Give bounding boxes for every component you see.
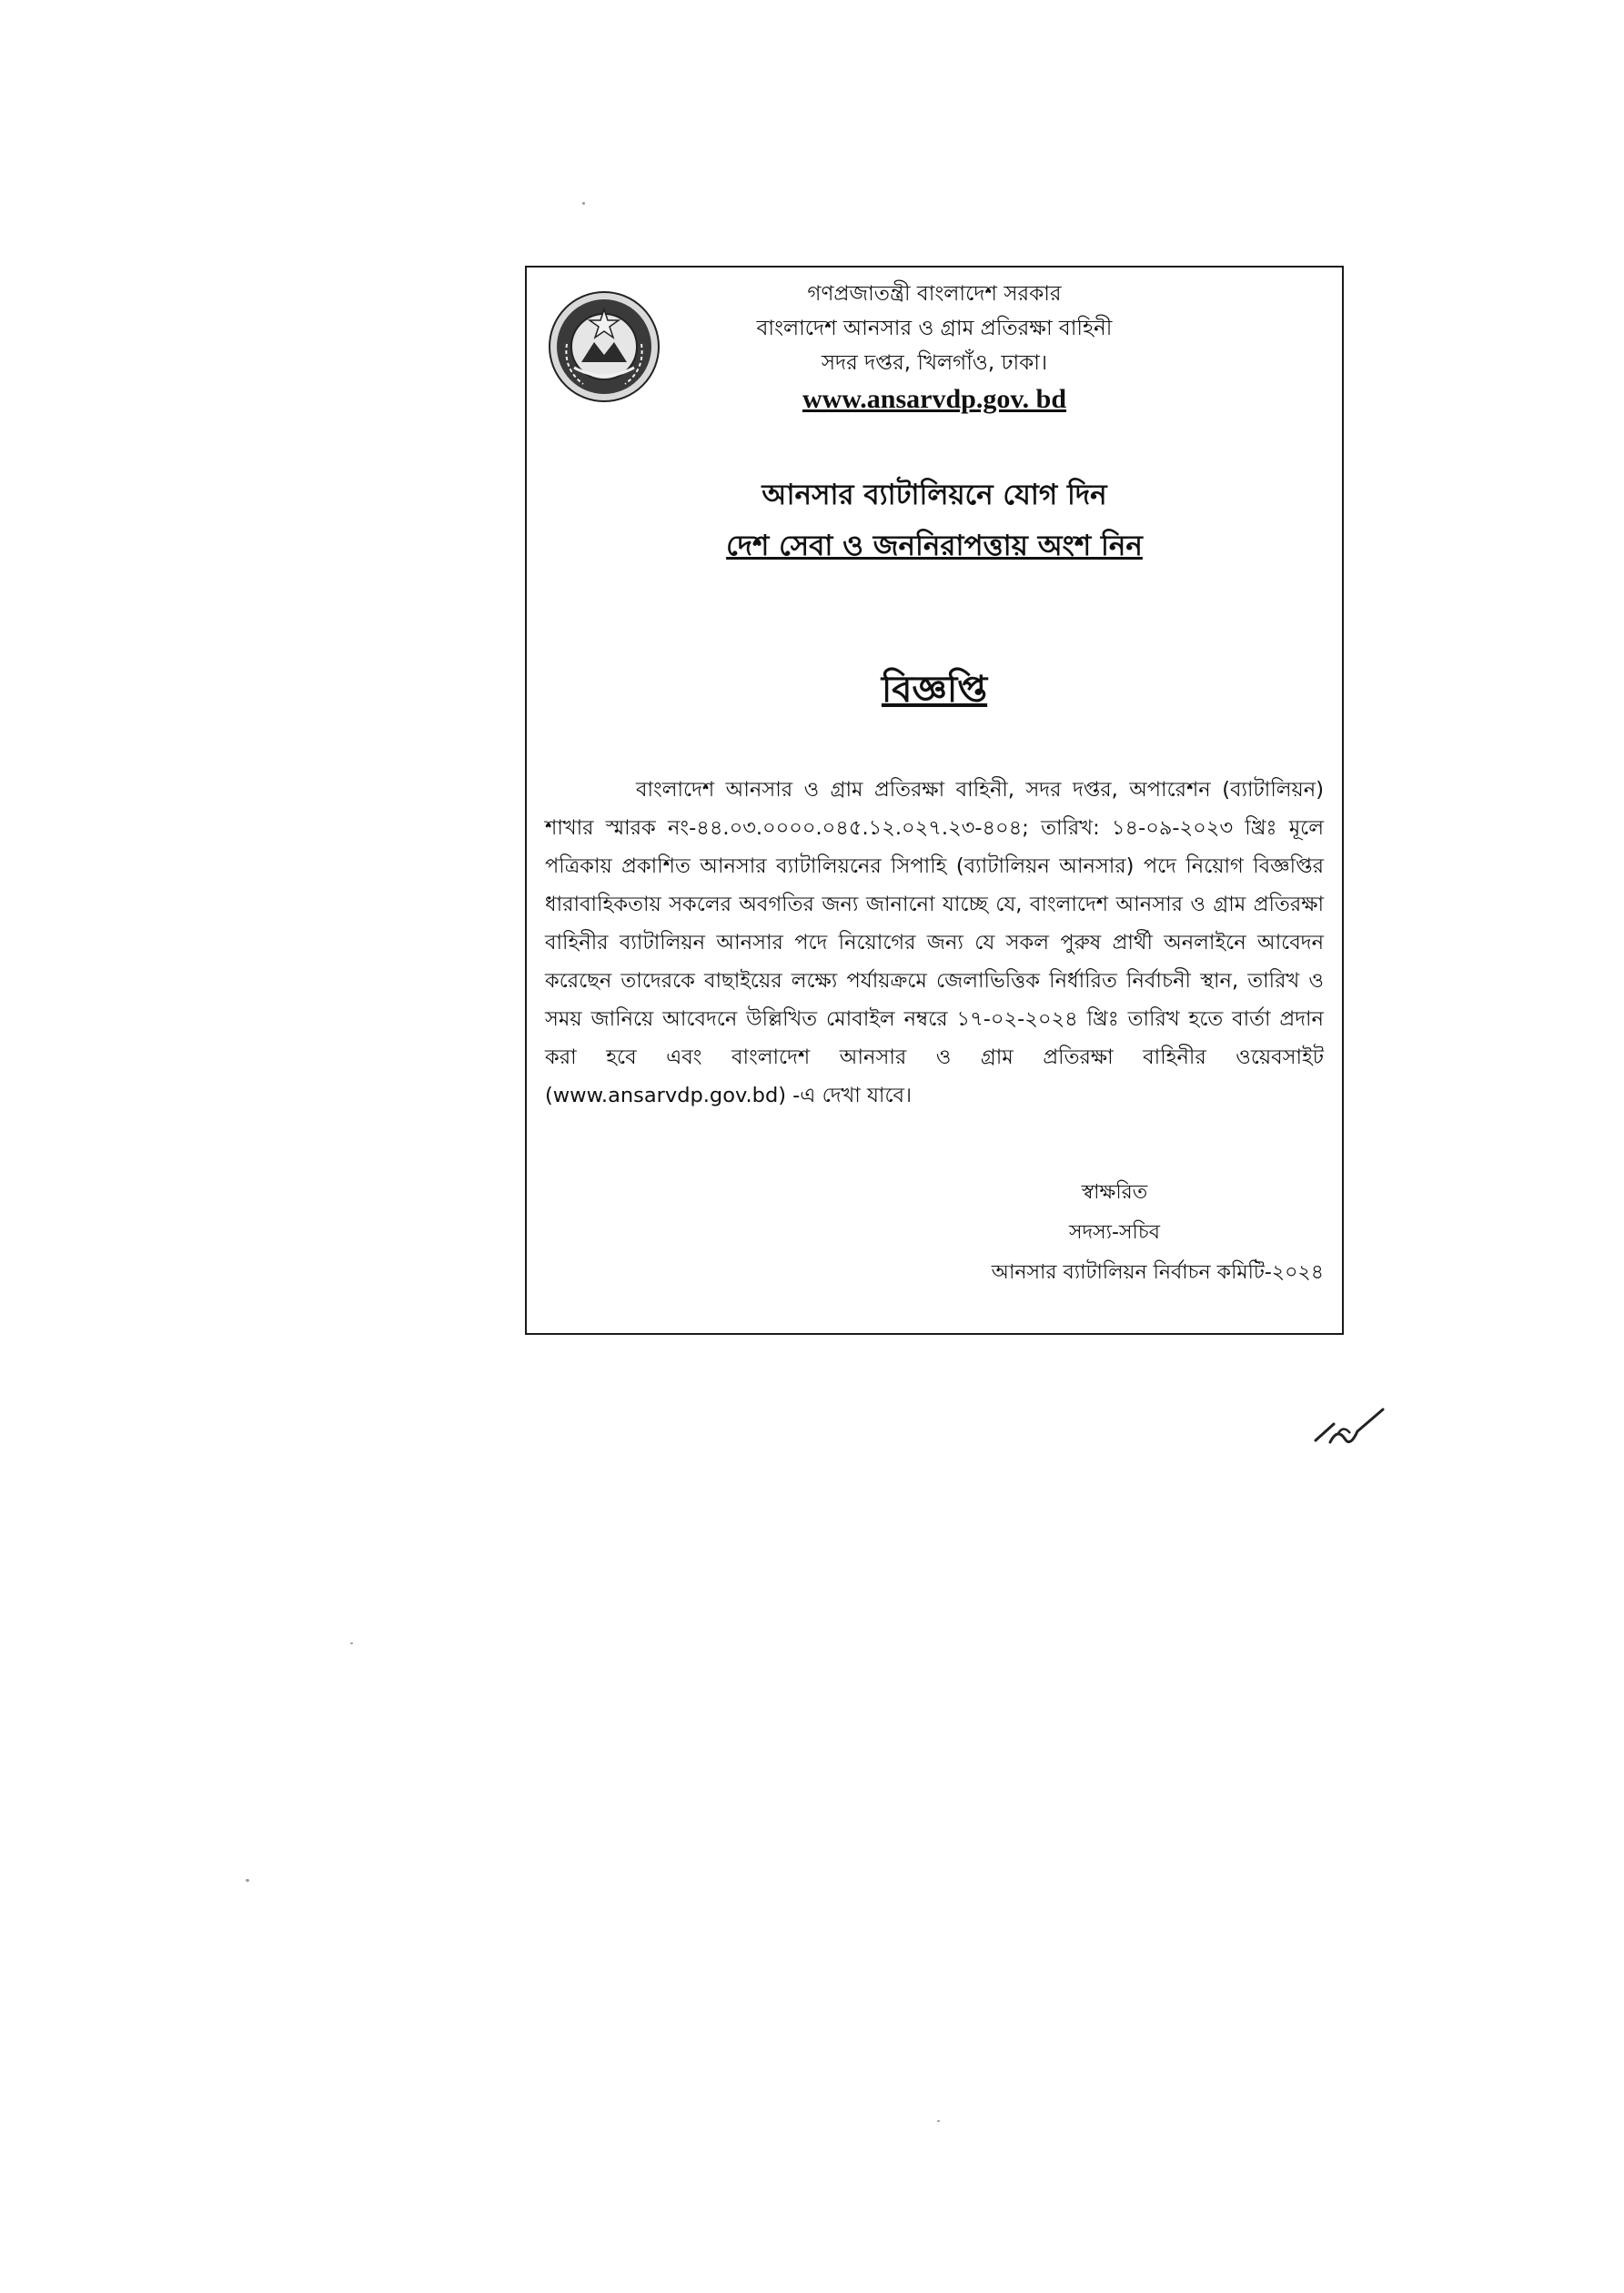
government-name: গণপ্রজাতন্ত্রী বাংলাদেশ সরকার bbox=[807, 282, 1062, 306]
slogan-line-2: দেশ সেবা ও জননিরাপত্তায় অংশ নিন bbox=[726, 530, 1143, 562]
scan-speck bbox=[246, 1879, 249, 1882]
handwritten-initial-mark bbox=[1310, 1397, 1387, 1460]
website-link[interactable]: www.ansarvdp.gov. bd bbox=[802, 384, 1067, 414]
office-header bbox=[527, 277, 1342, 415]
signatory-designation: সদস্য-সচিব bbox=[1069, 1221, 1160, 1244]
notice-box bbox=[525, 266, 1344, 1335]
scan-speck bbox=[350, 1642, 353, 1644]
committee-name: আনসার ব্যাটালিয়ন নির্বাচন কমিটি-২০২৪ bbox=[991, 1261, 1324, 1284]
notice-body: বাংলাদেশ আনসার ও গ্রাম প্রতিরক্ষা বাহিনী, সদর দপ্তর, অপারেশন (ব্যাটালিয়ন) শাখার স্মারক নং-৪৪.০৩.০০০০.০৪৫.১২.০২৭.২৩-৪০৪; তারিখ: ১৪-০৯-২০২৩ খ্রিঃ মূলে পত্রিকায় প্রকাশিত আনসার ব্যাটালিয়নের সিপাহি (ব্যাটালিয়ন আনসার) পদে নিয়োগ বিজ্ঞপ্তির ধারাবাহিকতায় সকলের অবগতির জন্য জানানো যাচ্ছে যে, বাংলাদেশ আনসার ও গ্রাম প্রতিরক্ষা বাহিনীর ব্যাটালিয়ন আনসার পদে নিয়োগের জন্য যে সকল পুরুষ প্রার্থী অনলাইনে আবেদন করেছেন তাদেরকে বাছাইয়ের লক্ষ্যে পর্যায়ক্রমে জেলাভিত্তিক নির্ধারিত নির্বাচনী স্থান, তারিখ ও সময় জানিয়ে আবেদনে উল্লিখিত মোবাইল নম্বরে ১৭-০২-২০২৪ খ্রিঃ তারিখ হতে বার্তা প্রদান করা হবে এবং বাংলাদেশ আনসার ও গ্রাম প্রতিরক্ষা বাহিনীর ওয়েবসাইট (www.ansarvdp.gov.bd) -এ দেখা যাবে। bbox=[545, 777, 1324, 1107]
slogan-line-1: আনসার ব্যাটালিয়নে যোগ দিন bbox=[762, 479, 1107, 511]
signed-label: স্বাক্ষরিত bbox=[1081, 1181, 1148, 1204]
notice-title: বিজ্ঞপ্তি bbox=[881, 669, 988, 711]
signature-block bbox=[905, 1173, 1324, 1293]
scan-speck bbox=[937, 2120, 940, 2122]
organization-name: বাংলাদেশ আনসার ও গ্রাম প্রতিরক্ষা বাহিনী bbox=[756, 317, 1113, 340]
scan-speck bbox=[582, 202, 585, 205]
recruitment-slogan bbox=[527, 470, 1342, 571]
office-address: সদর দপ্তর, খিলগাঁও, ঢাকা। bbox=[821, 351, 1048, 375]
